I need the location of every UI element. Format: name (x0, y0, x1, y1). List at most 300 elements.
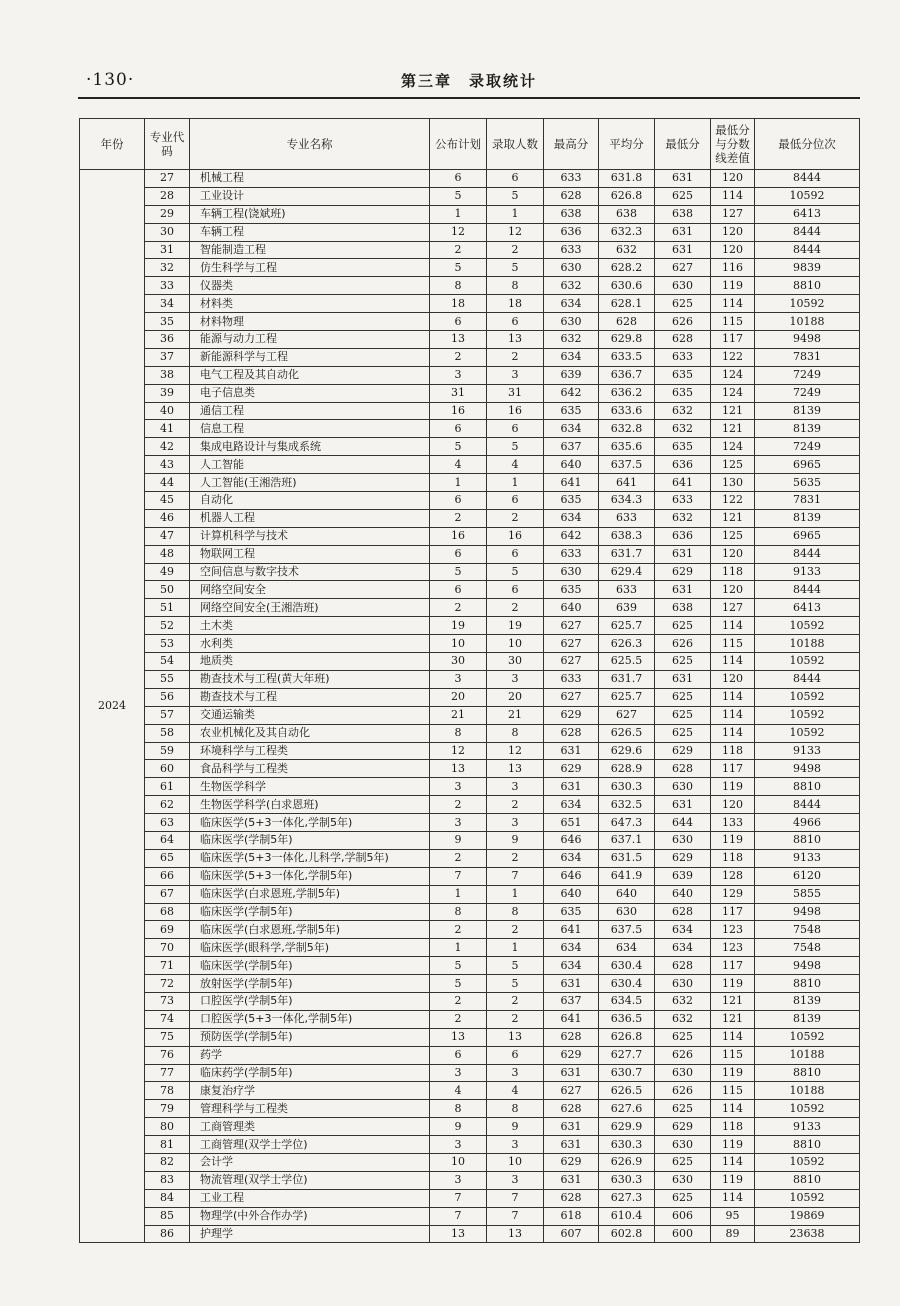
rank-cell: 10592 (755, 653, 860, 671)
table-row (80, 366, 860, 384)
min-cell: 630 (655, 1064, 711, 1082)
avg-cell: 625.7 (599, 617, 655, 635)
major-cell: 工商管理(双学士学位) (190, 1136, 430, 1154)
avg-cell: 630.6 (599, 277, 655, 295)
code-cell: 38 (145, 366, 190, 384)
code-cell: 27 (145, 170, 190, 188)
diff-cell: 124 (711, 366, 755, 384)
min-cell: 630 (655, 1136, 711, 1154)
major-cell: 网络空间安全 (190, 581, 430, 599)
code-cell: 49 (145, 563, 190, 581)
avg-cell: 630.3 (599, 1171, 655, 1189)
min-cell: 632 (655, 992, 711, 1010)
table-row (80, 1046, 860, 1064)
avg-cell: 629.6 (599, 742, 655, 760)
table-row (80, 170, 860, 188)
avg-cell: 631.8 (599, 170, 655, 188)
diff-cell: 127 (711, 599, 755, 617)
min-cell: 631 (655, 581, 711, 599)
table-row (80, 187, 860, 205)
rank-cell: 8444 (755, 241, 860, 259)
code-cell: 41 (145, 420, 190, 438)
max-cell: 633 (544, 170, 599, 188)
min-cell: 638 (655, 205, 711, 223)
avg-cell: 632.8 (599, 420, 655, 438)
plan-cell: 3 (430, 778, 487, 796)
major-cell: 护理学 (190, 1225, 430, 1243)
admitted-cell: 2 (487, 348, 544, 366)
avg-cell: 638 (599, 205, 655, 223)
code-cell: 43 (145, 456, 190, 474)
max-cell: 633 (544, 545, 599, 563)
diff-cell: 121 (711, 509, 755, 527)
min-cell: 625 (655, 706, 711, 724)
code-cell: 75 (145, 1028, 190, 1046)
admitted-cell: 6 (487, 545, 544, 563)
diff-cell: 122 (711, 492, 755, 510)
diff-cell: 119 (711, 778, 755, 796)
admitted-cell: 21 (487, 706, 544, 724)
diff-cell: 117 (711, 957, 755, 975)
plan-cell: 10 (430, 635, 487, 653)
rank-cell: 10592 (755, 1028, 860, 1046)
table-row (80, 885, 860, 903)
min-cell: 628 (655, 957, 711, 975)
major-cell: 口腔医学(学制5年) (190, 992, 430, 1010)
chapter-title: 第三章 录取统计 (400, 72, 537, 90)
diff-cell: 119 (711, 1064, 755, 1082)
avg-cell: 632.3 (599, 223, 655, 241)
max-cell: 635 (544, 903, 599, 921)
plan-cell: 8 (430, 1100, 487, 1118)
max-cell: 629 (544, 706, 599, 724)
table-row (80, 921, 860, 939)
plan-cell: 5 (430, 957, 487, 975)
admitted-cell: 7 (487, 867, 544, 885)
table-row (80, 1189, 860, 1207)
rank-cell: 19869 (755, 1207, 860, 1225)
min-cell: 640 (655, 885, 711, 903)
major-cell: 智能制造工程 (190, 241, 430, 259)
major-cell: 临床医学(学制5年) (190, 957, 430, 975)
max-cell: 632 (544, 277, 599, 295)
diff-cell: 124 (711, 384, 755, 402)
plan-cell: 13 (430, 760, 487, 778)
max-cell: 628 (544, 1189, 599, 1207)
admitted-cell: 9 (487, 831, 544, 849)
code-cell: 80 (145, 1118, 190, 1136)
major-cell: 临床药学(学制5年) (190, 1064, 430, 1082)
avg-cell: 628 (599, 313, 655, 331)
rank-cell: 8444 (755, 796, 860, 814)
rank-cell: 8444 (755, 545, 860, 563)
admitted-cell: 6 (487, 581, 544, 599)
admitted-cell: 6 (487, 170, 544, 188)
table-row (80, 348, 860, 366)
diff-cell: 121 (711, 402, 755, 420)
major-cell: 水利类 (190, 635, 430, 653)
plan-cell: 6 (430, 545, 487, 563)
code-cell: 69 (145, 921, 190, 939)
code-cell: 58 (145, 724, 190, 742)
code-cell: 44 (145, 474, 190, 492)
plan-cell: 6 (430, 313, 487, 331)
rank-cell: 8444 (755, 670, 860, 688)
plan-cell: 6 (430, 170, 487, 188)
avg-cell: 630.4 (599, 975, 655, 993)
col-header-rank: 最低分位次 (755, 119, 860, 170)
rank-cell: 6965 (755, 527, 860, 545)
major-cell: 信息工程 (190, 420, 430, 438)
major-cell: 临床医学(5+3一体化,学制5年) (190, 867, 430, 885)
max-cell: 631 (544, 1064, 599, 1082)
table-body (80, 170, 860, 1243)
min-cell: 635 (655, 366, 711, 384)
avg-cell: 636.5 (599, 1010, 655, 1028)
max-cell: 646 (544, 831, 599, 849)
rank-cell: 6413 (755, 205, 860, 223)
avg-cell: 626.8 (599, 187, 655, 205)
plan-cell: 4 (430, 1082, 487, 1100)
admitted-cell: 2 (487, 921, 544, 939)
diff-cell: 114 (711, 653, 755, 671)
max-cell: 629 (544, 760, 599, 778)
admitted-cell: 3 (487, 1171, 544, 1189)
min-cell: 625 (655, 688, 711, 706)
avg-cell: 631.5 (599, 849, 655, 867)
plan-cell: 5 (430, 563, 487, 581)
plan-cell: 2 (430, 796, 487, 814)
max-cell: 642 (544, 384, 599, 402)
max-cell: 628 (544, 724, 599, 742)
major-cell: 药学 (190, 1046, 430, 1064)
min-cell: 628 (655, 760, 711, 778)
page-number: ·130· (86, 70, 135, 90)
rank-cell: 6120 (755, 867, 860, 885)
rank-cell: 7249 (755, 366, 860, 384)
table-row (80, 456, 860, 474)
code-cell: 30 (145, 223, 190, 241)
avg-cell: 633 (599, 581, 655, 599)
max-cell: 639 (544, 366, 599, 384)
table-row (80, 277, 860, 295)
col-header-major: 专业名称 (190, 119, 430, 170)
admitted-cell: 12 (487, 223, 544, 241)
avg-cell: 610.4 (599, 1207, 655, 1225)
admitted-cell: 1 (487, 939, 544, 957)
rank-cell: 10592 (755, 706, 860, 724)
code-cell: 54 (145, 653, 190, 671)
table-row (80, 295, 860, 313)
diff-cell: 121 (711, 1010, 755, 1028)
admitted-cell: 20 (487, 688, 544, 706)
code-cell: 79 (145, 1100, 190, 1118)
rank-cell: 10188 (755, 635, 860, 653)
major-cell: 管理科学与工程类 (190, 1100, 430, 1118)
avg-cell: 638.3 (599, 527, 655, 545)
table-row (80, 223, 860, 241)
avg-cell: 625.7 (599, 688, 655, 706)
avg-cell: 629.8 (599, 331, 655, 349)
admitted-cell: 1 (487, 885, 544, 903)
max-cell: 633 (544, 241, 599, 259)
major-cell: 电子信息类 (190, 384, 430, 402)
diff-cell: 130 (711, 474, 755, 492)
diff-cell: 124 (711, 438, 755, 456)
code-cell: 62 (145, 796, 190, 814)
max-cell: 631 (544, 1118, 599, 1136)
diff-cell: 114 (711, 1100, 755, 1118)
avg-cell: 637.5 (599, 921, 655, 939)
min-cell: 632 (655, 509, 711, 527)
avg-cell: 625.5 (599, 653, 655, 671)
table-row (80, 957, 860, 975)
table-row (80, 760, 860, 778)
plan-cell: 18 (430, 295, 487, 313)
min-cell: 632 (655, 420, 711, 438)
major-cell: 物流管理(双学士学位) (190, 1171, 430, 1189)
min-cell: 634 (655, 939, 711, 957)
min-cell: 635 (655, 384, 711, 402)
major-cell: 通信工程 (190, 402, 430, 420)
code-cell: 45 (145, 492, 190, 510)
admitted-cell: 3 (487, 778, 544, 796)
max-cell: 631 (544, 975, 599, 993)
major-cell: 车辆工程(饶斌班) (190, 205, 430, 223)
table-row (80, 653, 860, 671)
admitted-cell: 2 (487, 241, 544, 259)
admitted-cell: 8 (487, 903, 544, 921)
table-row (80, 670, 860, 688)
min-cell: 631 (655, 170, 711, 188)
min-cell: 600 (655, 1225, 711, 1243)
diff-cell: 122 (711, 348, 755, 366)
col-header-avg: 平均分 (599, 119, 655, 170)
rank-cell: 8444 (755, 581, 860, 599)
plan-cell: 3 (430, 670, 487, 688)
table-row (80, 1010, 860, 1028)
rank-cell: 8810 (755, 778, 860, 796)
diff-cell: 118 (711, 849, 755, 867)
avg-cell: 640 (599, 885, 655, 903)
min-cell: 632 (655, 402, 711, 420)
code-cell: 37 (145, 348, 190, 366)
plan-cell: 10 (430, 1153, 487, 1171)
rank-cell: 10592 (755, 1153, 860, 1171)
major-cell: 仿生科学与工程 (190, 259, 430, 277)
max-cell: 628 (544, 1028, 599, 1046)
major-cell: 农业机械化及其自动化 (190, 724, 430, 742)
admitted-cell: 19 (487, 617, 544, 635)
table-row (80, 492, 860, 510)
min-cell: 629 (655, 849, 711, 867)
code-cell: 35 (145, 313, 190, 331)
diff-cell: 123 (711, 921, 755, 939)
rank-cell: 7831 (755, 348, 860, 366)
min-cell: 641 (655, 474, 711, 492)
admitted-cell: 13 (487, 331, 544, 349)
plan-cell: 3 (430, 814, 487, 832)
code-cell: 70 (145, 939, 190, 957)
admitted-cell: 7 (487, 1207, 544, 1225)
col-header-admitted: 录取人数 (487, 119, 544, 170)
rank-cell: 8810 (755, 975, 860, 993)
rank-cell: 7249 (755, 384, 860, 402)
plan-cell: 7 (430, 1189, 487, 1207)
avg-cell: 636.2 (599, 384, 655, 402)
rank-cell: 9498 (755, 331, 860, 349)
major-cell: 临床医学(学制5年) (190, 831, 430, 849)
diff-cell: 118 (711, 1118, 755, 1136)
diff-cell: 120 (711, 796, 755, 814)
diff-cell: 120 (711, 545, 755, 563)
major-cell: 新能源科学与工程 (190, 348, 430, 366)
min-cell: 628 (655, 331, 711, 349)
plan-cell: 3 (430, 1136, 487, 1154)
plan-cell: 31 (430, 384, 487, 402)
min-cell: 606 (655, 1207, 711, 1225)
diff-cell: 120 (711, 670, 755, 688)
avg-cell: 628.9 (599, 760, 655, 778)
admitted-cell: 8 (487, 277, 544, 295)
admitted-cell: 5 (487, 438, 544, 456)
major-cell: 临床医学(白求恩班,学制5年) (190, 885, 430, 903)
max-cell: 629 (544, 1153, 599, 1171)
rank-cell: 8810 (755, 831, 860, 849)
major-cell: 计算机科学与技术 (190, 527, 430, 545)
major-cell: 勘查技术与工程 (190, 688, 430, 706)
code-cell: 40 (145, 402, 190, 420)
max-cell: 634 (544, 295, 599, 313)
major-cell: 网络空间安全(王湘浩班) (190, 599, 430, 617)
rank-cell: 7249 (755, 438, 860, 456)
admitted-cell: 1 (487, 205, 544, 223)
plan-cell: 2 (430, 241, 487, 259)
rank-cell: 10592 (755, 617, 860, 635)
admitted-cell: 3 (487, 1064, 544, 1082)
min-cell: 631 (655, 796, 711, 814)
min-cell: 630 (655, 831, 711, 849)
avg-cell: 630 (599, 903, 655, 921)
diff-cell: 114 (711, 295, 755, 313)
code-cell: 51 (145, 599, 190, 617)
admitted-cell: 8 (487, 724, 544, 742)
major-cell: 电气工程及其自动化 (190, 366, 430, 384)
table-row (80, 259, 860, 277)
table-row (80, 992, 860, 1010)
avg-cell: 627 (599, 706, 655, 724)
diff-cell: 115 (711, 313, 755, 331)
admitted-cell: 13 (487, 760, 544, 778)
avg-cell: 626.8 (599, 1028, 655, 1046)
admitted-cell: 3 (487, 366, 544, 384)
code-cell: 66 (145, 867, 190, 885)
plan-cell: 20 (430, 688, 487, 706)
code-cell: 84 (145, 1189, 190, 1207)
avg-cell: 634 (599, 939, 655, 957)
table-row (80, 831, 860, 849)
admitted-cell: 7 (487, 1189, 544, 1207)
major-cell: 地质类 (190, 653, 430, 671)
admitted-cell: 4 (487, 1082, 544, 1100)
major-cell: 能源与动力工程 (190, 331, 430, 349)
plan-cell: 8 (430, 903, 487, 921)
table-row (80, 1082, 860, 1100)
admitted-cell: 5 (487, 563, 544, 581)
admitted-cell: 13 (487, 1225, 544, 1243)
max-cell: 627 (544, 1082, 599, 1100)
diff-cell: 120 (711, 223, 755, 241)
diff-cell: 119 (711, 975, 755, 993)
avg-cell: 633.5 (599, 348, 655, 366)
diff-cell: 115 (711, 635, 755, 653)
avg-cell: 626.5 (599, 724, 655, 742)
table-row (80, 742, 860, 760)
min-cell: 625 (655, 1153, 711, 1171)
table-header-row (80, 119, 860, 170)
avg-cell: 634.3 (599, 492, 655, 510)
table-row (80, 849, 860, 867)
major-cell: 食品科学与工程类 (190, 760, 430, 778)
code-cell: 50 (145, 581, 190, 599)
code-cell: 63 (145, 814, 190, 832)
table-row (80, 402, 860, 420)
diff-cell: 128 (711, 867, 755, 885)
avg-cell: 630.7 (599, 1064, 655, 1082)
major-cell: 临床医学(白求恩班,学制5年) (190, 921, 430, 939)
plan-cell: 19 (430, 617, 487, 635)
rank-cell: 7831 (755, 492, 860, 510)
avg-cell: 630.4 (599, 957, 655, 975)
code-cell: 72 (145, 975, 190, 993)
code-cell: 56 (145, 688, 190, 706)
rank-cell: 8444 (755, 223, 860, 241)
admitted-cell: 30 (487, 653, 544, 671)
max-cell: 635 (544, 492, 599, 510)
diff-cell: 114 (711, 187, 755, 205)
max-cell: 630 (544, 259, 599, 277)
avg-cell: 647.3 (599, 814, 655, 832)
major-cell: 临床医学(眼科学,学制5年) (190, 939, 430, 957)
rank-cell: 9133 (755, 742, 860, 760)
diff-cell: 89 (711, 1225, 755, 1243)
min-cell: 625 (655, 653, 711, 671)
plan-cell: 7 (430, 1207, 487, 1225)
diff-cell: 119 (711, 831, 755, 849)
plan-cell: 1 (430, 885, 487, 903)
code-cell: 74 (145, 1010, 190, 1028)
table-row (80, 509, 860, 527)
diff-cell: 121 (711, 992, 755, 1010)
min-cell: 631 (655, 223, 711, 241)
admitted-cell: 5 (487, 957, 544, 975)
major-cell: 生物医学科学(白求恩班) (190, 796, 430, 814)
max-cell: 640 (544, 599, 599, 617)
admitted-cell: 2 (487, 599, 544, 617)
admitted-cell: 1 (487, 474, 544, 492)
table-row (80, 1118, 860, 1136)
major-cell: 人工智能 (190, 456, 430, 474)
diff-cell: 114 (711, 1028, 755, 1046)
code-cell: 31 (145, 241, 190, 259)
diff-cell: 125 (711, 456, 755, 474)
min-cell: 639 (655, 867, 711, 885)
plan-cell: 6 (430, 1046, 487, 1064)
max-cell: 633 (544, 670, 599, 688)
min-cell: 636 (655, 456, 711, 474)
max-cell: 630 (544, 563, 599, 581)
rank-cell: 9839 (755, 259, 860, 277)
